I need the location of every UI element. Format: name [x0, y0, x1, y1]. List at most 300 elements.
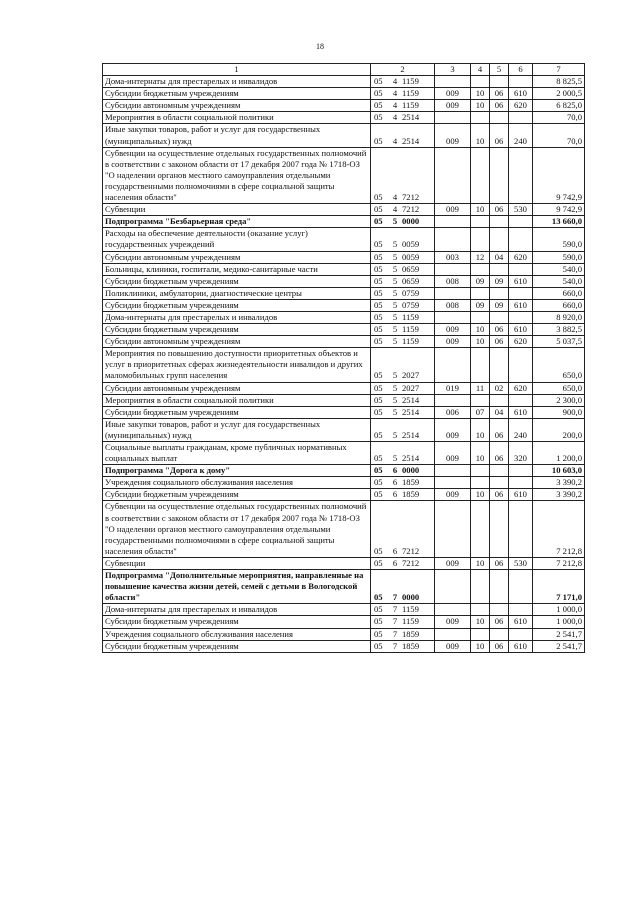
row-code: [371, 204, 435, 216]
code-item: 0659: [402, 263, 420, 274]
row-col4: 10: [471, 640, 490, 652]
code-section: 05: [374, 382, 383, 393]
code-subsection: 5: [392, 429, 398, 440]
row-col6: 610: [509, 88, 533, 100]
row-name: Поликлиники, амбулатории, диагностические центры: [103, 287, 371, 299]
row-name: Дома-интернаты для престарелых и инвалидов: [103, 76, 371, 88]
row-col6: [509, 501, 533, 557]
row-name: Подпрограмма "Безбарьерная среда": [103, 216, 371, 228]
row-name: Субвенции: [103, 557, 371, 569]
row-code: [371, 263, 435, 275]
code-section: 05: [374, 263, 383, 274]
row-sum: 2 541,7: [533, 640, 585, 652]
row-sum: 660,0: [533, 287, 585, 299]
code-section: 05: [374, 477, 383, 488]
column-header: 6: [509, 64, 533, 76]
row-code: [371, 616, 435, 628]
table-row: [103, 557, 585, 569]
row-col3: [435, 112, 471, 124]
row-col6: [509, 147, 533, 203]
table-row: [103, 275, 585, 287]
row-col3: 009: [435, 336, 471, 348]
code-subsection: 5: [392, 453, 398, 464]
page-number: 18: [316, 42, 324, 51]
row-col3: [435, 216, 471, 228]
row-sum: 1 000,0: [533, 616, 585, 628]
row-col5: 04: [490, 251, 509, 263]
row-col6: [509, 348, 533, 382]
table-row: [103, 406, 585, 418]
row-name: Мероприятия в области социальной политики: [103, 394, 371, 406]
code-item: 0059: [402, 239, 420, 250]
code-section: 05: [374, 394, 383, 405]
row-col6: [509, 465, 533, 477]
row-name: Субсидии бюджетным учреждениям: [103, 299, 371, 311]
row-col4: [471, 216, 490, 228]
row-sum: 13 660,0: [533, 216, 585, 228]
row-col6: 320: [509, 442, 533, 465]
row-name: Социальные выплаты гражданам, кроме публичных нормативных социальных выплат: [103, 442, 371, 465]
row-col4: 07: [471, 406, 490, 418]
code-section: 05: [374, 489, 383, 500]
code-item: 0759: [402, 287, 420, 298]
code-subsection: 6: [392, 545, 398, 556]
row-col6: 620: [509, 336, 533, 348]
table-row: [103, 348, 585, 382]
row-code: [371, 442, 435, 465]
row-sum: 1 200,0: [533, 442, 585, 465]
row-col3: 019: [435, 382, 471, 394]
row-sum: 8 920,0: [533, 311, 585, 323]
row-code: [371, 406, 435, 418]
row-sum: 7 171,0: [533, 570, 585, 604]
row-sum: 3 882,5: [533, 324, 585, 336]
row-col3: 009: [435, 557, 471, 569]
row-sum: 9 742,9: [533, 204, 585, 216]
row-code: [371, 251, 435, 263]
row-code: [371, 311, 435, 323]
table-header-row: [103, 64, 585, 76]
code-subsection: 7: [392, 628, 398, 639]
code-subsection: 4: [392, 192, 398, 203]
row-col5: 06: [490, 418, 509, 441]
code-item: 2514: [402, 453, 420, 464]
row-code: [371, 465, 435, 477]
row-col6: 530: [509, 204, 533, 216]
row-col6: [509, 628, 533, 640]
code-subsection: 5: [392, 311, 398, 322]
code-item: 1859: [402, 477, 420, 488]
code-item: 0759: [402, 299, 420, 310]
row-name: Субсидии бюджетным учреждениям: [103, 406, 371, 418]
row-col3: 009: [435, 418, 471, 441]
code-section: 05: [374, 604, 383, 615]
code-section: 05: [374, 616, 383, 627]
row-col3: 008: [435, 275, 471, 287]
row-col4: [471, 394, 490, 406]
row-sum: 70,0: [533, 112, 585, 124]
row-code: [371, 147, 435, 203]
code-subsection: 7: [392, 604, 398, 615]
code-subsection: 4: [392, 100, 398, 111]
row-col3: [435, 228, 471, 251]
code-section: 05: [374, 406, 383, 417]
row-sum: 3 390,2: [533, 477, 585, 489]
row-col4: [471, 604, 490, 616]
code-subsection: 5: [392, 251, 398, 262]
table-row: [103, 251, 585, 263]
code-item: 7212: [402, 557, 420, 568]
code-subsection: 5: [392, 287, 398, 298]
row-sum: 7 212,8: [533, 501, 585, 557]
row-col3: 009: [435, 442, 471, 465]
row-name: Субсидии бюджетным учреждениям: [103, 489, 371, 501]
code-item: 1159: [402, 311, 419, 322]
row-col6: 610: [509, 324, 533, 336]
row-col3: [435, 76, 471, 88]
table-row: [103, 147, 585, 203]
code-section: 05: [374, 370, 383, 381]
table-row: [103, 418, 585, 441]
table-row: [103, 336, 585, 348]
code-item: 2514: [402, 429, 420, 440]
row-col4: [471, 263, 490, 275]
row-sum: 10 603,0: [533, 465, 585, 477]
row-code: [371, 336, 435, 348]
code-subsection: 5: [392, 382, 398, 393]
row-col5: [490, 112, 509, 124]
row-col6: 610: [509, 640, 533, 652]
row-sum: 900,0: [533, 406, 585, 418]
table-row: [103, 640, 585, 652]
row-col4: [471, 348, 490, 382]
row-name: Субсидии бюджетным учреждениям: [103, 88, 371, 100]
row-col3: [435, 501, 471, 557]
code-subsection: 6: [392, 557, 398, 568]
row-col4: 09: [471, 299, 490, 311]
row-code: [371, 324, 435, 336]
row-col4: 10: [471, 100, 490, 112]
code-item: 1859: [402, 628, 420, 639]
code-section: 05: [374, 453, 383, 464]
code-section: 05: [374, 275, 383, 286]
code-subsection: 4: [392, 135, 398, 146]
column-header: 2: [371, 64, 435, 76]
row-name: Дома-интернаты для престарелых и инвалидов: [103, 311, 371, 323]
row-col4: 10: [471, 324, 490, 336]
code-item: 0000: [402, 592, 420, 603]
row-col6: 620: [509, 382, 533, 394]
row-col6: 240: [509, 124, 533, 147]
row-col6: 610: [509, 489, 533, 501]
code-item: 7212: [402, 204, 420, 215]
row-col4: 10: [471, 124, 490, 147]
row-col3: 009: [435, 204, 471, 216]
row-col4: [471, 76, 490, 88]
row-col5: 06: [490, 489, 509, 501]
code-item: 0659: [402, 275, 420, 286]
code-item: 2514: [402, 406, 420, 417]
table-row: [103, 88, 585, 100]
row-col4: 10: [471, 204, 490, 216]
row-col6: [509, 394, 533, 406]
row-col5: [490, 348, 509, 382]
code-section: 05: [374, 429, 383, 440]
row-col5: 06: [490, 204, 509, 216]
row-col6: [509, 228, 533, 251]
row-sum: 3 390,2: [533, 489, 585, 501]
row-code: [371, 640, 435, 652]
row-col6: 610: [509, 299, 533, 311]
row-sum: 540,0: [533, 275, 585, 287]
table-row: [103, 100, 585, 112]
row-name: Субвенции на осуществление отдельных государственных полномочий в соответствии с законом области от 17 декабря 2007 года № 1718-ОЗ "О наделении органов местного самоуправления отдельными государственными полномочиями в сфере социальной защиты населения области": [103, 147, 371, 203]
row-code: [371, 287, 435, 299]
code-subsection: 5: [392, 370, 398, 381]
table-row: [103, 604, 585, 616]
code-section: 05: [374, 192, 383, 203]
code-section: 05: [374, 311, 383, 322]
row-col5: 06: [490, 442, 509, 465]
row-col3: [435, 477, 471, 489]
row-col6: [509, 311, 533, 323]
code-subsection: 5: [392, 239, 398, 250]
code-item: 1159: [402, 604, 419, 615]
code-item: 2027: [402, 370, 420, 381]
row-sum: 7 212,8: [533, 557, 585, 569]
row-col6: 240: [509, 418, 533, 441]
row-col3: [435, 628, 471, 640]
code-subsection: 7: [392, 592, 398, 603]
table-row: [103, 204, 585, 216]
code-subsection: 5: [392, 216, 398, 227]
row-col3: 009: [435, 124, 471, 147]
table-row: [103, 394, 585, 406]
row-col6: [509, 287, 533, 299]
row-sum: 590,0: [533, 228, 585, 251]
row-code: [371, 570, 435, 604]
row-name: Подпрограмма "Дополнительные мероприятия, направленные на повышение качества жизни детей, семей с детьми в Вологодской области": [103, 570, 371, 604]
code-section: 05: [374, 287, 383, 298]
row-col6: 610: [509, 275, 533, 287]
code-section: 05: [374, 545, 383, 556]
row-col6: 620: [509, 251, 533, 263]
row-col4: [471, 465, 490, 477]
code-subsection: 7: [392, 640, 398, 651]
row-name: Больницы, клиники, госпитали, медико-санитарные части: [103, 263, 371, 275]
row-col3: 009: [435, 324, 471, 336]
row-name: Субсидии бюджетным учреждениям: [103, 324, 371, 336]
column-header: 1: [103, 64, 371, 76]
row-name: Субсидии бюджетным учреждениям: [103, 275, 371, 287]
row-col4: 09: [471, 275, 490, 287]
row-col6: [509, 263, 533, 275]
code-subsection: 6: [392, 489, 398, 500]
row-code: [371, 557, 435, 569]
code-section: 05: [374, 88, 383, 99]
code-item: 2514: [402, 112, 420, 123]
code-subsection: 4: [392, 204, 398, 215]
row-col5: [490, 216, 509, 228]
row-col5: [490, 570, 509, 604]
code-item: 1159: [402, 100, 419, 111]
table-row: [103, 477, 585, 489]
row-sum: 650,0: [533, 348, 585, 382]
row-col5: 06: [490, 336, 509, 348]
row-sum: 5 037,5: [533, 336, 585, 348]
table-row: [103, 287, 585, 299]
row-sum: 590,0: [533, 251, 585, 263]
table-row: [103, 570, 585, 604]
row-col6: 620: [509, 100, 533, 112]
table-row: [103, 382, 585, 394]
code-section: 05: [374, 76, 383, 87]
table-row: [103, 228, 585, 251]
row-code: [371, 477, 435, 489]
code-section: 05: [374, 112, 383, 123]
row-col6: 610: [509, 406, 533, 418]
code-item: 2514: [402, 394, 420, 405]
row-sum: 2 300,0: [533, 394, 585, 406]
table-row: [103, 616, 585, 628]
row-col3: [435, 348, 471, 382]
table-row: [103, 311, 585, 323]
row-col5: [490, 501, 509, 557]
row-col3: 006: [435, 406, 471, 418]
row-sum: 9 742,9: [533, 147, 585, 203]
code-item: 0000: [402, 465, 420, 476]
row-name: Субсидии бюджетным учреждениям: [103, 640, 371, 652]
row-col5: [490, 477, 509, 489]
row-sum: 1 000,0: [533, 604, 585, 616]
row-col5: 02: [490, 382, 509, 394]
row-col4: 10: [471, 489, 490, 501]
row-col5: [490, 311, 509, 323]
column-header: 4: [471, 64, 490, 76]
row-name: Дома-интернаты для престарелых и инвалидов: [103, 604, 371, 616]
row-code: [371, 228, 435, 251]
row-name: Учреждения социального обслуживания населения: [103, 628, 371, 640]
row-code: [371, 501, 435, 557]
row-col5: 06: [490, 124, 509, 147]
row-col4: [471, 501, 490, 557]
code-section: 05: [374, 204, 383, 215]
row-sum: 6 825,0: [533, 100, 585, 112]
code-section: 05: [374, 324, 383, 335]
row-sum: 70,0: [533, 124, 585, 147]
row-code: [371, 299, 435, 311]
code-subsection: 4: [392, 88, 398, 99]
table-row: [103, 112, 585, 124]
table-row: [103, 442, 585, 465]
code-subsection: 7: [392, 616, 398, 627]
table-row: [103, 263, 585, 275]
code-section: 05: [374, 628, 383, 639]
row-name: Субсидии автономным учреждениям: [103, 100, 371, 112]
row-col3: [435, 287, 471, 299]
row-col5: [490, 287, 509, 299]
code-subsection: 5: [392, 275, 398, 286]
code-item: 1859: [402, 489, 420, 500]
row-col3: 008: [435, 299, 471, 311]
row-col3: [435, 147, 471, 203]
row-col5: [490, 263, 509, 275]
row-col4: 10: [471, 616, 490, 628]
row-col5: 04: [490, 406, 509, 418]
row-col4: 10: [471, 88, 490, 100]
row-col4: 11: [471, 382, 490, 394]
row-name: Иные закупки товаров, работ и услуг для государственных (муниципальных) нужд: [103, 418, 371, 441]
row-col5: 06: [490, 640, 509, 652]
row-col3: [435, 263, 471, 275]
row-col5: [490, 228, 509, 251]
code-subsection: 6: [392, 477, 398, 488]
code-subsection: 4: [392, 112, 398, 123]
row-code: [371, 382, 435, 394]
row-col3: 009: [435, 640, 471, 652]
row-col5: 09: [490, 275, 509, 287]
row-col5: 09: [490, 299, 509, 311]
code-section: 05: [374, 135, 383, 146]
row-code: [371, 76, 435, 88]
row-col3: 009: [435, 489, 471, 501]
row-col4: [471, 228, 490, 251]
row-code: [371, 348, 435, 382]
code-subsection: 4: [392, 76, 398, 87]
row-name: Субсидии автономным учреждениям: [103, 336, 371, 348]
row-col4: 10: [471, 418, 490, 441]
row-code: [371, 604, 435, 616]
row-col4: [471, 287, 490, 299]
table-row: [103, 299, 585, 311]
table-row: [103, 465, 585, 477]
code-item: 1159: [402, 88, 419, 99]
code-item: 1159: [402, 616, 419, 627]
code-item: 7212: [402, 192, 420, 203]
code-section: 05: [374, 557, 383, 568]
code-item: 1159: [402, 324, 419, 335]
code-subsection: 6: [392, 465, 398, 476]
code-section: 05: [374, 239, 383, 250]
row-col3: 009: [435, 616, 471, 628]
code-item: 2514: [402, 135, 420, 146]
row-name: Учреждения социального обслуживания населения: [103, 477, 371, 489]
code-section: 05: [374, 640, 383, 651]
row-col5: 06: [490, 100, 509, 112]
row-col5: 06: [490, 324, 509, 336]
row-sum: 660,0: [533, 299, 585, 311]
row-col4: [471, 147, 490, 203]
code-subsection: 5: [392, 299, 398, 310]
row-sum: 2 541,7: [533, 628, 585, 640]
code-section: 05: [374, 299, 383, 310]
column-header: 5: [490, 64, 509, 76]
row-col3: 009: [435, 88, 471, 100]
row-col3: 009: [435, 100, 471, 112]
row-col3: [435, 311, 471, 323]
row-col5: [490, 147, 509, 203]
row-sum: 200,0: [533, 418, 585, 441]
table-row: [103, 76, 585, 88]
row-code: [371, 100, 435, 112]
row-code: [371, 216, 435, 228]
row-sum: 2 000,5: [533, 88, 585, 100]
table-row: [103, 216, 585, 228]
row-col3: [435, 394, 471, 406]
code-section: 05: [374, 465, 383, 476]
row-name: Субсидии автономным учреждениям: [103, 251, 371, 263]
code-section: 05: [374, 251, 383, 262]
